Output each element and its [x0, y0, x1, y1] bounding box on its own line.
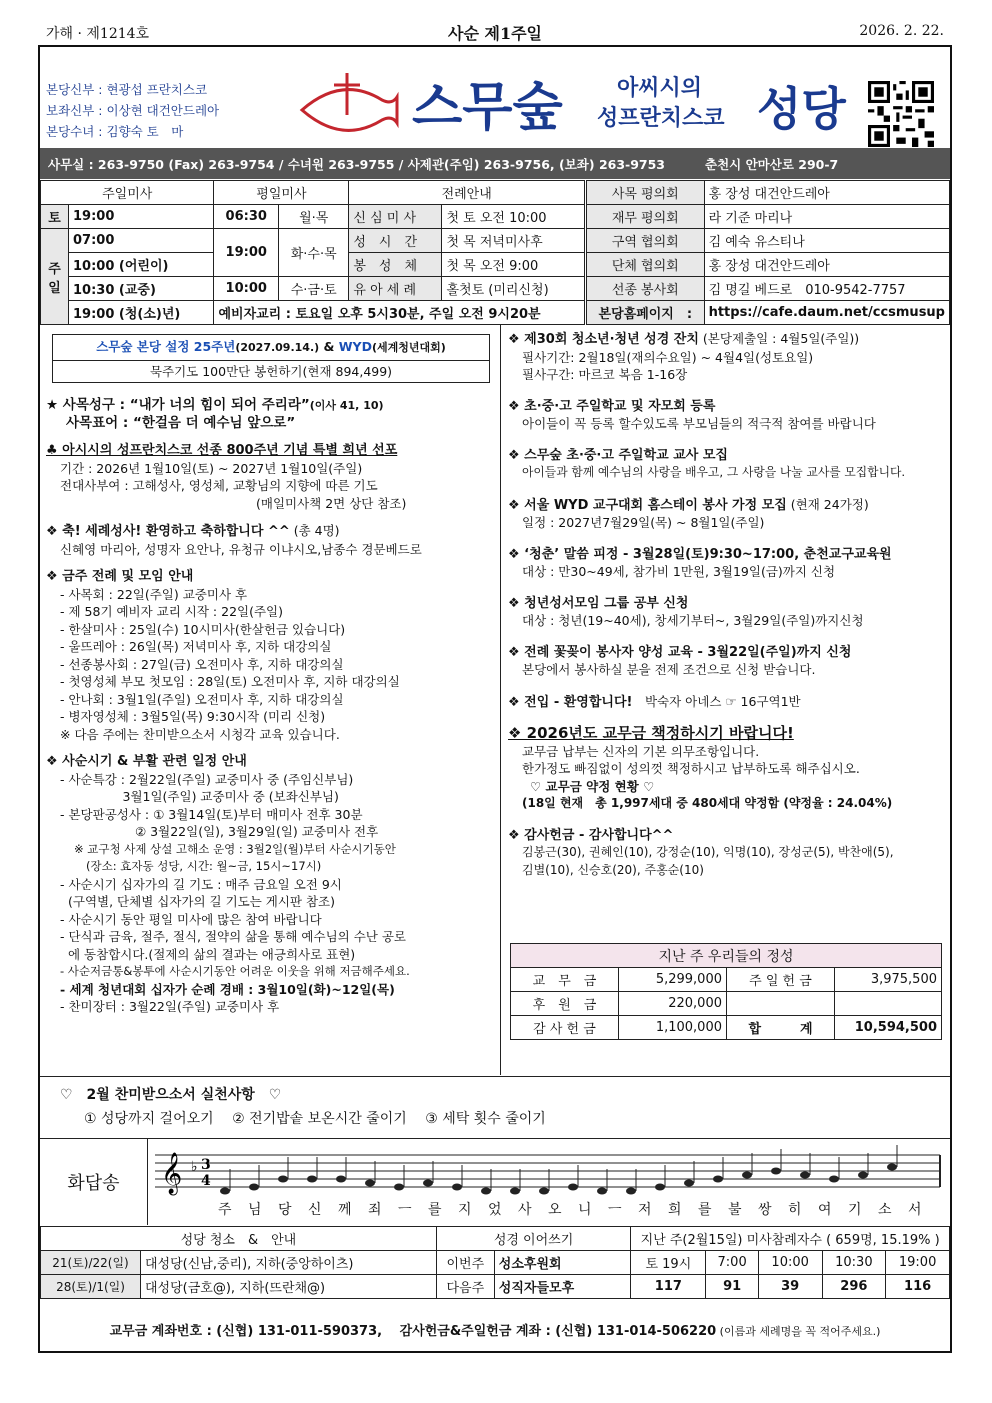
attendance-time: 토 19시	[631, 1251, 706, 1275]
notice-line: 아이들이 꼭 등록 할수있도록 부모님들의 적극적 참여를 바랍니다	[522, 416, 876, 431]
council-value-1: 홍 장성 대건안드레아	[704, 181, 949, 205]
bottom-table	[40, 1226, 950, 1299]
notice-line: 대상 : 만30~49세, 참가비 1만원, 3월19일(금)까지 신청	[522, 564, 836, 579]
offering-amount: 5,299,000	[619, 968, 727, 992]
sunday-time-2: 10:00 (어린이)	[69, 253, 214, 277]
notice-flowers	[508, 644, 944, 679]
notice-line: (18일 현재 총 1,997세대 중 480세대 약정함 (약정율 : 24.04%)	[522, 796, 893, 810]
notice-thanks	[508, 827, 944, 880]
attendance-count: 117	[631, 1275, 706, 1299]
bible-group: 성직자들모후	[494, 1275, 631, 1299]
account-footer	[40, 1320, 950, 1339]
logo-sub1: 아씨시의	[617, 76, 703, 101]
practice-title: ♡ 2월 찬미받으소서 실천사항 ♡	[60, 1087, 282, 1103]
lyric-syllable: 지	[458, 1202, 472, 1218]
lyric-syllable: 주	[218, 1202, 232, 1218]
header	[40, 47, 950, 147]
weekday-days-3: 수·금·토	[279, 277, 349, 301]
notice-line: 본당에서 봉사하실 분을 전제 조건으로 신청 받습니다.	[522, 662, 816, 677]
offering-amount: 220,000	[619, 992, 727, 1016]
music-note	[481, 1188, 491, 1195]
notice-line: 필사구간: 마르코 복음 1-16장	[522, 367, 688, 382]
notice-line: - 단식과 금육, 절주, 절식, 절약의 삶을 통해 예수님의 수난 공로	[60, 929, 406, 944]
notice-line: 김별(10), 신승호(20), 주홍순(10)	[522, 862, 704, 877]
notice-line: (구역별, 단체별 십자가의 길 기도는 게시판 참조)	[68, 894, 335, 909]
music-note	[568, 1184, 578, 1191]
lyric-syllable: 께	[338, 1202, 352, 1218]
weekday-time-2: 19:00	[214, 229, 279, 277]
cleaning-header: 성당 청소 & 안내	[41, 1227, 437, 1251]
notice-jubilee	[46, 442, 494, 512]
council-key-5: 선종 봉사회	[587, 277, 705, 301]
motto-verse: ★ 사목성구 : “내가 너의 힘이 되어 주리라”	[46, 397, 310, 413]
lyric-syllable: 불	[728, 1202, 742, 1218]
psalm-label: 화답송	[40, 1139, 148, 1225]
notice-line: 교무금 납부는 신자의 기본 의무조항입니다.	[522, 743, 760, 759]
homepage-link[interactable]: https://cafe.daum.net/ccsmusup	[704, 301, 949, 325]
lyric-syllable: 오	[548, 1202, 562, 1218]
notice-line: 신혜영 마리아, 성명자 요안나, 유청규 이냐시오,남종수 경문베드로	[60, 541, 422, 557]
council-key-2: 재무 평의회	[587, 205, 705, 229]
account-numbers: 교무금 계좌번호 : (신협) 131-011-590373, 감사헌금&주일헌금 계좌 : (신협) 131-014-506220	[109, 1324, 717, 1339]
weekday-mass-header: 평일미사	[214, 181, 349, 205]
notice-title: ❖ 초·중·고 주일학교 및 자모회 등록	[508, 398, 716, 414]
cleaning-place: 대성당(신남,중리), 지하(중앙하이츠)	[141, 1251, 437, 1275]
sunday-mass-header: 주일미사	[41, 181, 214, 205]
notice-line: 아이들과 함께 예수님의 사랑을 배우고, 그 사랑을 나눌 교사를 모집합니다.	[522, 465, 906, 479]
offering-label: 교 무 금	[511, 968, 619, 992]
lyric-syllable: 저	[638, 1202, 652, 1218]
music-note	[684, 1180, 694, 1187]
lyric-syllable: 님	[248, 1202, 262, 1218]
notice-teachers	[508, 447, 944, 482]
notice-line: - 선종봉사회 : 27일(금) 오전미사 후, 지하 대강의실	[60, 656, 344, 672]
notice-line: - 사목회 : 22일(주일) 교중미사 후	[60, 586, 248, 602]
logo-name: 스무숲	[412, 78, 563, 138]
notice-line: - 사순시기 동안 평일 미사에 많은 참여 바랍니다	[60, 911, 322, 927]
notice-line: (매일미사책 2면 상단 참조)	[256, 495, 407, 511]
liturgy-value-1: 첫 토 오전 10:00	[442, 205, 585, 229]
parish-logo	[272, 55, 872, 141]
notice-line: 일정 : 2027년7월29일(목) ~ 8월1일(주일)	[522, 515, 765, 530]
notice-line: ② 3월22일(일), 3월29일(일) 교중미사 전후	[60, 824, 379, 839]
sunday-time-4: 19:00 (청(소)년)	[69, 301, 214, 325]
treble-clef-icon: 𝄞	[161, 1153, 183, 1194]
svg-text:♭: ♭	[191, 1159, 198, 1175]
notice-line: - 찬미장터 : 3월22일(주일) 교중미사 후	[60, 999, 280, 1014]
music-note	[887, 1164, 897, 1171]
notice-line: 김봉근(30), 권혜인(10), 강정순(10), 익명(10), 장성군(5), 박찬애(5),	[522, 845, 894, 859]
music-note	[626, 1188, 636, 1195]
issue-line	[38, 20, 952, 44]
notice-title: ❖ 축! 세례성사! 환영하고 축하합니다 ^^	[46, 524, 290, 539]
left-column	[46, 330, 494, 1026]
council-value-5: 김 명길 베드로 010-9542-7757	[704, 277, 949, 301]
offering-title: 지난 주 우리들의 정성	[511, 944, 942, 968]
catechism-info: 예비자교리 : 토요일 오후 5시30분, 주일 오전 9시20분	[214, 301, 585, 325]
lyric-syllable: 쌍	[758, 1202, 772, 1218]
offering-label: 감 사 헌 금	[511, 1016, 619, 1040]
music-note	[597, 1188, 607, 1195]
notice-title: ❖ 청년성서모임 그룹 공부 신청	[508, 595, 689, 611]
fish-cross-icon	[302, 73, 397, 130]
attendance-time: 10:30	[822, 1251, 886, 1275]
psalm-lyrics	[218, 1199, 938, 1219]
offering-total: 10,594,500	[835, 1016, 942, 1040]
lyric-syllable: 히	[788, 1202, 802, 1218]
music-note	[713, 1176, 723, 1183]
attendance-header: 지난 주(2월15일) 미사참례자수 ( 659명, 15.19% )	[631, 1227, 950, 1251]
notice-sunday-school	[508, 398, 944, 433]
music-staff	[155, 1145, 945, 1201]
notice-line: (장소: 효자동 성당, 시간: 월~금, 15시~17시)	[86, 859, 322, 873]
notice-subtitle: (총 4명)	[293, 523, 340, 538]
offering-empty	[835, 992, 942, 1016]
music-note	[220, 1188, 230, 1195]
notice-line: ※ 교구청 사제 상설 고해소 운영 : 3월2일(월)부터 사순시기동안	[74, 841, 396, 856]
liturgy-key-1: 신 심 미 사	[349, 205, 442, 229]
notice-line: - 세계 청년대회 십자가 순례 경배 : 3월10일(화)~12일(목)	[60, 981, 395, 997]
offering-total-label: 합 계	[727, 1016, 835, 1040]
bible-week: 이번주	[436, 1251, 494, 1275]
notice-line: 전대사부여 : 고해성사, 영성체, 교황님의 지향에 따른 기도	[60, 478, 378, 493]
notice-line: 한가정도 빠짐없이 성의껏 책정하시고 납부하도록 해주십시오.	[522, 761, 860, 776]
bible-header: 성경 이어쓰기	[436, 1227, 631, 1251]
liturgy-value-4: 홀첫토 (미리신청)	[442, 277, 585, 301]
attendance-count: 39	[758, 1275, 822, 1299]
music-note	[365, 1180, 375, 1187]
notice-title: ❖ 스무숲 초·중·고 주일학교 교사 모집	[508, 447, 728, 463]
lyric-syllable: 신	[308, 1202, 322, 1218]
notice-tithe	[508, 725, 944, 813]
notice-line: - 사순시기 십자가의 길 기도 : 매주 금요일 오전 9시	[60, 876, 342, 892]
bible-group: 성소후원회	[494, 1251, 631, 1275]
notice-line: - 안나회 : 3월1일(주일) 오전미사 후, 지하 대강의실	[60, 691, 344, 707]
practice-section	[60, 1083, 546, 1131]
lyric-syllable: ㅡ	[608, 1202, 622, 1218]
notice-line: - 본당판공성사 : ① 3월14일(토)부터 매미사 전후 30분	[60, 806, 363, 822]
council-key-4: 단체 협의회	[587, 253, 705, 277]
liturgy-value-2: 첫 목 저녁미사후	[442, 229, 585, 253]
music-note	[510, 1188, 520, 1195]
lyric-syllable: 를	[698, 1202, 712, 1218]
music-note	[655, 1184, 665, 1191]
music-note	[307, 1176, 317, 1183]
issue-number: 가해 · 제1214호	[46, 26, 150, 42]
logo-sub2: 성프란치스코	[597, 106, 725, 131]
cleaning-place: 대성당(금호@), 지하(뜨란채@)	[141, 1275, 437, 1299]
notice-line: - 제 58기 예비자 교리 시작 : 22일(주일)	[60, 604, 284, 619]
music-note	[394, 1184, 404, 1191]
music-note	[742, 1172, 752, 1179]
music-note	[539, 1188, 549, 1195]
notice-line: 필사기간: 2월18일(재의수요일) ~ 4월4일(성토요일)	[522, 349, 814, 365]
notice-line: 3월1일(주일) 교중미사 중 (보좌신부님)	[60, 789, 339, 804]
sunday-label: 주일	[41, 229, 69, 325]
lyric-syllable: 사	[518, 1202, 532, 1218]
motto-verse-ref: (이사 41, 10)	[309, 399, 384, 412]
notice-weekly	[46, 568, 494, 743]
lyric-syllable: 서	[908, 1202, 922, 1218]
notice-line: - 첫영성체 부모 첫모임 : 28일(토) 오전미사 후, 지하 대강의실	[60, 674, 400, 689]
notice-line: - 울뜨레아 : 26일(목) 저녁미사 후, 지하 대강의실	[60, 639, 332, 654]
saturday-time: 19:00	[69, 205, 214, 229]
liturgy-key-3: 봉 성 체	[349, 253, 442, 277]
lyric-syllable: 었	[488, 1202, 502, 1218]
logo-church: 성당	[757, 82, 846, 136]
divider	[40, 1076, 950, 1077]
lyric-syllable: 기	[848, 1202, 862, 1218]
council-value-4: 홍 장성 대건안드레아	[704, 253, 949, 277]
cleaning-date: 21(토)/22(일)	[41, 1251, 141, 1275]
lyric-syllable: 여	[818, 1202, 832, 1218]
notice-title: ♣ 아시시의 성프란치스코 선종 800주년 기념 특별 희년 선포	[46, 443, 398, 458]
music-note	[771, 1168, 781, 1175]
attendance-time: 10:00	[758, 1251, 822, 1275]
council-key-3: 구역 협의회	[587, 229, 705, 253]
bible-week: 다음주	[436, 1275, 494, 1299]
notice-line: - 사순특강 : 2월22일(주일) 교중미사 중 (주임신부님)	[60, 771, 354, 787]
notice-line: 에 동참합시다.(절제의 삶의 결과는 애긍희사로 표현)	[68, 946, 356, 962]
notice-bible-fest	[508, 330, 944, 384]
notice-line: 기간 : 2026년 1월10일(토) ~ 2027년 1월10일(주일)	[60, 460, 363, 476]
council-key-1: 사목 평의회	[587, 181, 705, 205]
music-note	[829, 1176, 839, 1183]
mass-schedule-table	[40, 180, 585, 325]
liturgy-key-4: 유 아 세 례	[349, 277, 442, 301]
notice-line: - 병자영성체 : 3월5일(목) 9:30시작 (미리 신청)	[60, 709, 326, 724]
lyric-syllable: 소	[878, 1202, 892, 1218]
notice-line: 대상 : 청년(19~40세), 창세기부터~, 3월29일(주일)까지신청	[522, 613, 864, 628]
clergy-pastor: 본당신부 : 현광섭 프란치스코	[46, 82, 208, 97]
svg-text:4: 4	[201, 1173, 211, 1189]
attendance-count: 91	[706, 1275, 758, 1299]
lyric-syllable: ㅡ	[398, 1202, 412, 1218]
notice-title: ❖ 감사헌금 - 감사합니다^^	[508, 827, 674, 843]
notice-title: ❖ ‘청춘’ 말씀 피정 - 3월28일(토)9:30~17:00, 춘천교구교육원	[508, 546, 892, 562]
issue-date: 2026. 2. 22.	[859, 23, 944, 39]
qr-code-icon[interactable]	[868, 81, 934, 147]
notice-title: ❖ 2026년도 교무금 책정하시기 바랍니다!	[508, 724, 794, 742]
anniv-title: 스무숲 본당 설정 25주년	[96, 339, 236, 354]
music-note	[423, 1180, 433, 1187]
attendance-count: 116	[886, 1275, 950, 1299]
clergy-assistant: 보좌신부 : 이상현 대건안드레아	[46, 103, 220, 118]
music-note	[800, 1172, 810, 1179]
notice-subtitle: (현재 24가정)	[790, 496, 869, 512]
rosary-goal: 묵주기도 100만단 봉헌하기(현재 894,499)	[149, 363, 393, 379]
notice-line: ※ 다음 주에는 찬미받으소서 시청각 교육 있습니다.	[60, 726, 340, 742]
weekday-time-1: 06:30	[214, 205, 279, 229]
music-note	[336, 1176, 346, 1183]
anniv-wyd-desc: (세계청년대회)	[371, 341, 446, 354]
offering-label: 주 일 헌 금	[727, 968, 835, 992]
notice-welcome	[508, 693, 944, 712]
anniversary-box	[52, 334, 490, 383]
music-note	[249, 1184, 259, 1191]
music-note	[278, 1176, 288, 1183]
music-note	[452, 1184, 462, 1191]
right-column	[508, 330, 944, 889]
column-divider	[500, 325, 501, 1075]
practice-items: ① 성당까지 걸어오기 ② 전기밥솥 보온시간 줄이기 ③ 세탁 횟수 줄이기	[84, 1111, 546, 1127]
clergy-sister: 본당수녀 : 김향숙 토 마	[46, 124, 184, 139]
liturgical-day: 사순 제1주일	[448, 24, 542, 43]
offering-label: 후 원 금	[511, 992, 619, 1016]
pastoral-motto	[46, 397, 494, 432]
notice-title: ❖ 서울 WYD 교구대회 홈스테이 봉사 가정 모집	[508, 497, 787, 513]
council-value-2: 라 기준 마리나	[704, 205, 949, 229]
notice-title: ❖ 금주 전례 및 모임 안내	[46, 569, 194, 584]
lyric-syllable: 당	[278, 1202, 292, 1218]
notice-retreat	[508, 546, 944, 581]
contact-phones: 사무실 : 263-9750 (Fax) 263-9754 / 수녀원 263-9755 / 사제관(주임) 263-9756, (보좌) 263-9753	[48, 156, 666, 172]
motto-slogan: 사목표어 : “한걸음 더 예수님 앞으로”	[66, 414, 296, 431]
anniv-amp: &	[319, 339, 339, 354]
weekday-days-2: 화·수·목	[279, 229, 349, 277]
weekday-days-1: 월·목	[279, 205, 349, 229]
notice-title: ❖ 전입 - 환영합니다!	[508, 694, 633, 710]
lyric-syllable: 희	[668, 1202, 682, 1218]
notice-line: ♡ 교무금 약정 현황 ♡	[530, 778, 655, 794]
saturday-label: 토	[41, 205, 69, 229]
account-note: (이름과 세례명을 꼭 적어주세요.)	[716, 1325, 881, 1338]
offering-amount: 3,975,500	[835, 968, 942, 992]
notice-youth-bible	[508, 595, 944, 630]
anniv-date: (2027.09.14.)	[235, 341, 320, 354]
attendance-time: 7:00	[706, 1251, 758, 1275]
attendance-count: 296	[822, 1275, 886, 1299]
homepage-label: 본당홈페이지 :	[587, 301, 705, 325]
offering-empty	[727, 992, 835, 1016]
liturgy-key-2: 성 시 간	[349, 229, 442, 253]
offering-table	[510, 943, 942, 1040]
music-note	[858, 1172, 868, 1179]
notice-line: - 사순저금통&봉투에 사순시기동안 어려운 이웃을 위해 저금해주세요.	[60, 964, 410, 978]
notice-title: ❖ 전례 꽃꽂이 봉사자 양성 교육 - 3월22일(주일)까지 신청	[508, 644, 852, 660]
lyric-syllable: 니	[578, 1202, 592, 1218]
attendance-time: 19:00	[886, 1251, 950, 1275]
notice-title: ❖ 사순시기 & 부활 관련 일정 안내	[46, 754, 247, 769]
notice-lent	[46, 753, 494, 1016]
lyric-syllable: 죄	[368, 1202, 382, 1218]
liturgy-header: 전례안내	[349, 181, 585, 205]
sunday-time-3: 10:30 (교중)	[69, 277, 214, 301]
council-value-3: 김 예숙 유스티나	[704, 229, 949, 253]
notice-subtitle: 박숙자 아네스 ☞ 16구역1반	[632, 693, 801, 709]
clergy-list	[46, 79, 219, 142]
contact-address: 춘천시 안마산로 290-7	[705, 156, 839, 172]
anniv-wyd: WYD	[338, 339, 372, 354]
weekday-time-3: 10:00	[214, 277, 279, 301]
cleaning-date: 28(토)/1(일)	[41, 1275, 141, 1299]
psalm-section	[40, 1139, 950, 1225]
notice-homestay	[508, 496, 944, 532]
offering-amount: 1,100,000	[619, 1016, 727, 1040]
notice-baptism	[46, 522, 494, 558]
contact-bar	[40, 148, 950, 179]
liturgy-value-3: 첫 목 오전 9:00	[442, 253, 585, 277]
sunday-time-1: 07:00	[69, 229, 214, 253]
councils-table	[586, 180, 950, 325]
notice-line: - 한살미사 : 25일(수) 10시미사(한살헌금 있습니다)	[60, 621, 346, 637]
svg-text:3: 3	[201, 1157, 211, 1173]
notice-title: ❖ 제30회 청소년·청년 성경 잔치	[508, 332, 699, 347]
lyric-syllable: 를	[428, 1202, 442, 1218]
notice-subtitle: (본당제출일 : 4월5일(주일))	[702, 331, 860, 346]
